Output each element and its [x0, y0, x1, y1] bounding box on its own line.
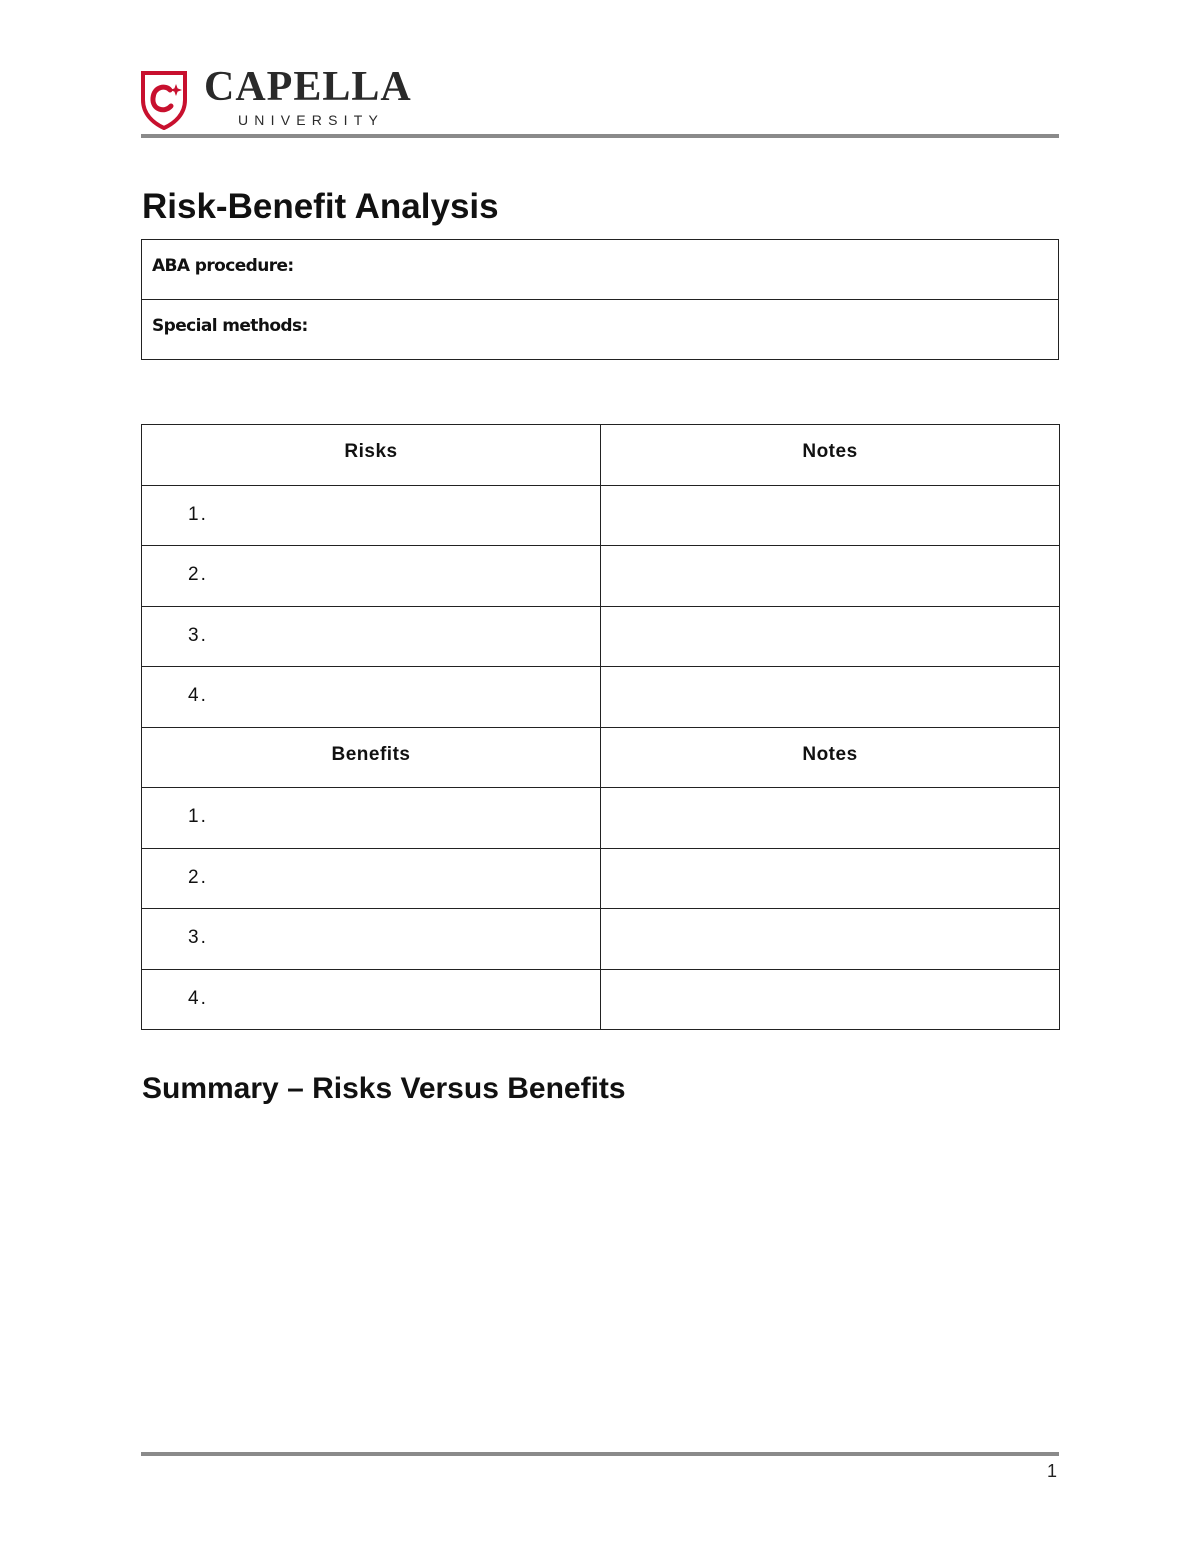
notes-header: Notes [802, 743, 858, 765]
risk-number: 4. [188, 685, 208, 706]
risk-notes-cell[interactable] [601, 667, 1060, 728]
risks-notes-header-cell [601, 425, 1060, 486]
page-number: 1 [1046, 1461, 1057, 1481]
risk-notes-cell[interactable] [601, 606, 1060, 667]
risk-notes-cell[interactable] [601, 546, 1060, 607]
table-row [142, 240, 1059, 300]
benefit-number: 3. [188, 927, 208, 948]
table-header-row [142, 727, 1060, 788]
footer-divider [141, 1452, 1059, 1456]
risk-number: 3. [188, 624, 208, 646]
benefit-cell[interactable] [142, 909, 601, 970]
benefit-notes-cell[interactable] [601, 848, 1060, 909]
risk-cell[interactable] [142, 485, 601, 546]
table-header-row [142, 425, 1060, 486]
table-row [142, 667, 1060, 728]
benefit-notes-cell[interactable] [601, 969, 1060, 1030]
risk-benefit-table [141, 424, 1060, 1030]
risk-number: 1. [188, 503, 208, 525]
procedure-info-table [141, 239, 1059, 360]
aba-procedure-field[interactable] [142, 240, 1059, 300]
benefit-cell[interactable] [142, 848, 601, 909]
logo-wordmark: CAPELLA [204, 64, 412, 110]
special-methods-field[interactable] [142, 300, 1059, 360]
aba-procedure-label: ABA procedure: [152, 256, 294, 276]
benefit-number: 4. [188, 987, 208, 1009]
table-row [142, 848, 1060, 909]
logo-subtitle: UNIVERSITY [238, 112, 385, 128]
risk-number: 2. [188, 564, 208, 585]
benefits-header: Benefits [331, 743, 411, 765]
risks-header: Risks [344, 441, 398, 462]
risk-cell[interactable] [142, 546, 601, 607]
table-row [142, 788, 1060, 849]
benefit-notes-cell[interactable] [601, 788, 1060, 849]
benefit-notes-cell[interactable] [601, 909, 1060, 970]
header-divider [141, 134, 1059, 138]
notes-header: Notes [802, 441, 858, 462]
risk-cell[interactable] [142, 606, 601, 667]
benefit-number: 2. [188, 866, 208, 888]
benefit-cell[interactable] [142, 969, 601, 1030]
special-methods-label: Special methods: [152, 316, 308, 336]
table-row [142, 969, 1060, 1030]
capella-shield-icon [140, 70, 188, 130]
benefits-header-cell [142, 727, 601, 788]
capella-logo [140, 64, 440, 132]
benefit-cell[interactable] [142, 788, 601, 849]
page-title: Risk-Benefit Analysis [142, 187, 499, 226]
table-row [142, 909, 1060, 970]
table-row [142, 300, 1059, 360]
summary-title: Summary – Risks Versus Benefits [142, 1072, 626, 1105]
risk-notes-cell[interactable] [601, 485, 1060, 546]
risks-header-cell [142, 425, 601, 486]
benefits-notes-header-cell [601, 727, 1060, 788]
benefit-number: 1. [188, 806, 208, 827]
table-row [142, 485, 1060, 546]
table-row [142, 606, 1060, 667]
risk-cell[interactable] [142, 667, 601, 728]
table-row [142, 546, 1060, 607]
